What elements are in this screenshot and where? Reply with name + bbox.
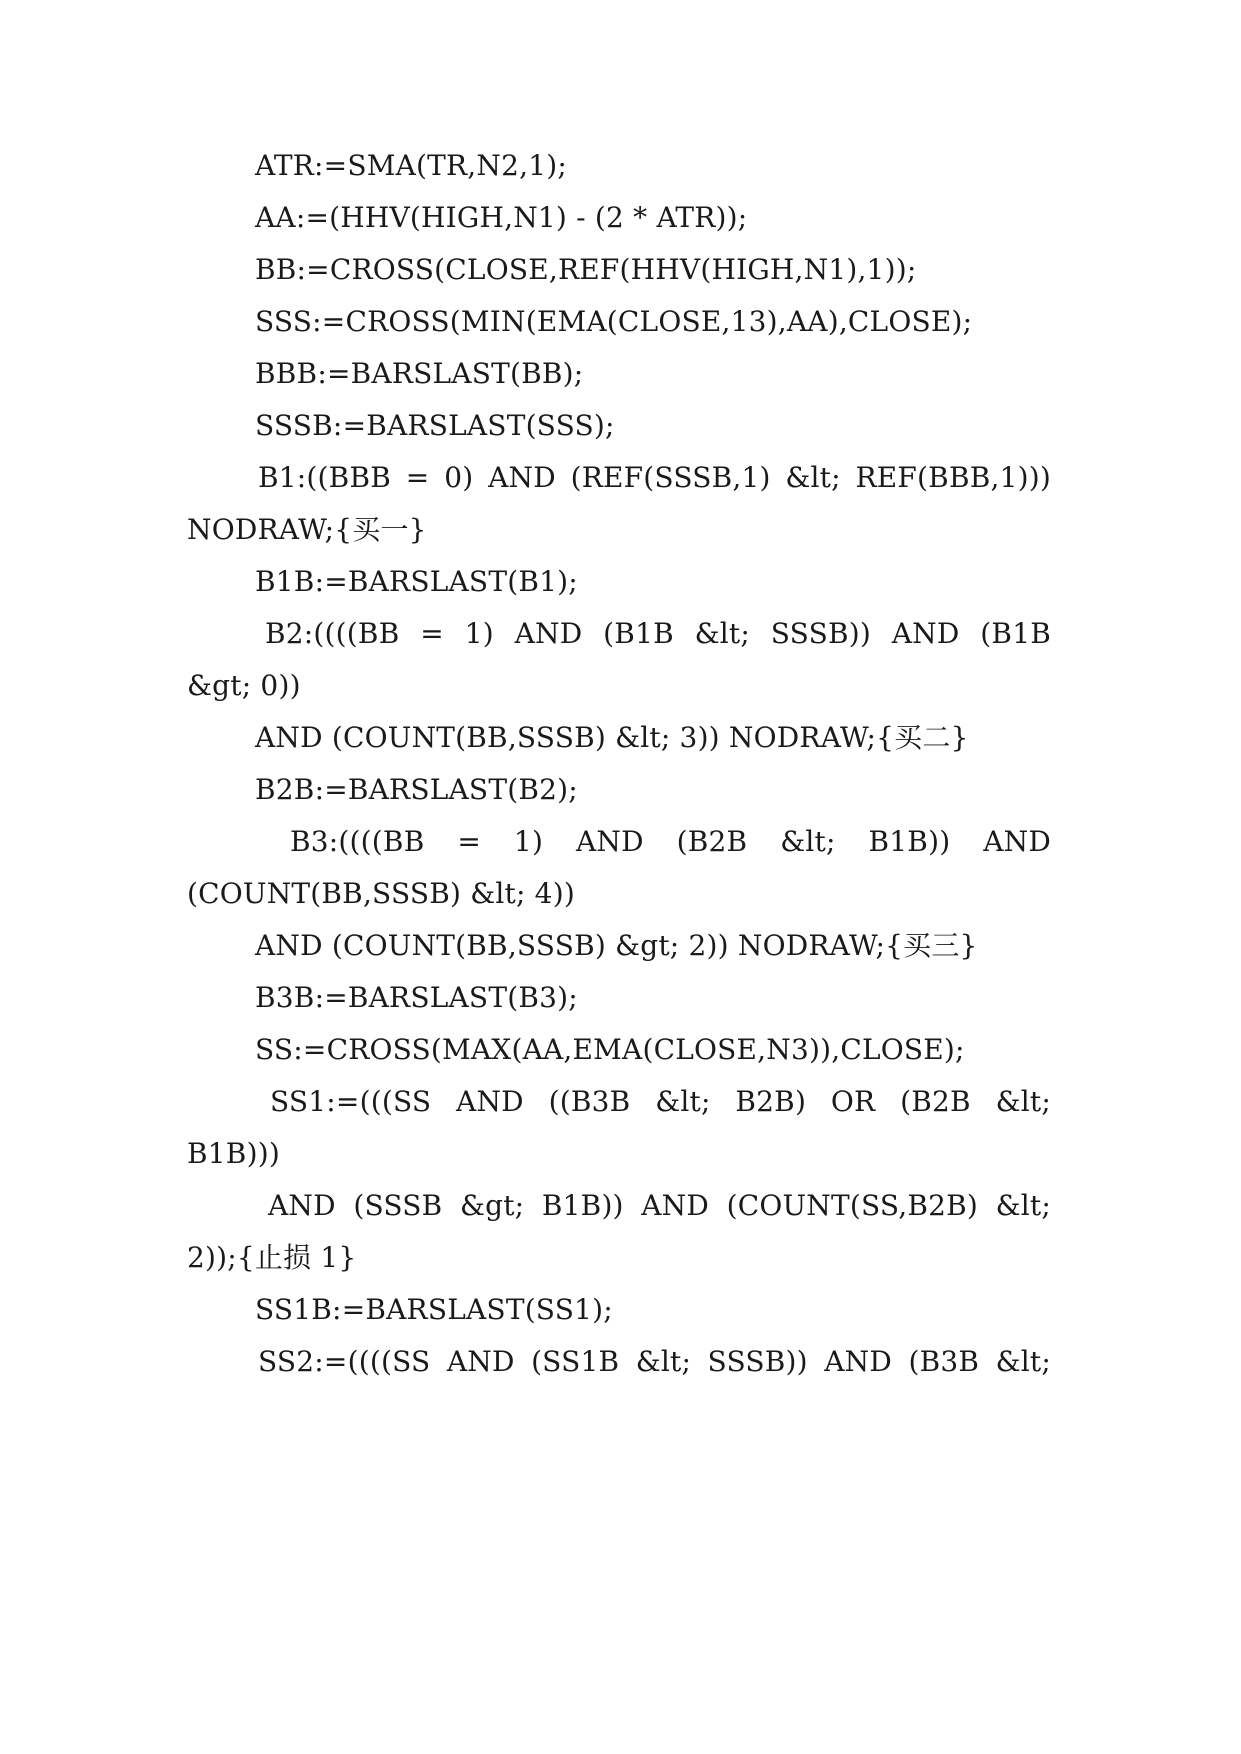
code-line: AND (COUNT(BB,SSSB) &gt; 2)) NODRAW;{买三} <box>255 929 978 962</box>
code-line: NODRAW;{买一} <box>187 513 427 546</box>
code-line: B1:((BBB = 0) AND (REF(SSSB,1) &lt; REF(BBB,1))) <box>258 461 1051 494</box>
code-line: AND (SSSB &gt; B1B)) AND (COUNT(SS,B2B) &lt; <box>268 1189 1051 1222</box>
code-line: BBB:=BARSLAST(BB); <box>255 357 584 390</box>
code-line: 2));{止损 1} <box>187 1241 357 1274</box>
code-line: B3B:=BARSLAST(B3); <box>255 981 578 1014</box>
code-line: SS1B:=BARSLAST(SS1); <box>255 1293 613 1326</box>
code-line: B3:((((BB = 1) AND (B2B &lt; B1B)) AND <box>290 825 1051 858</box>
code-line: BB:=CROSS(CLOSE,REF(HHV(HIGH,N1),1)); <box>255 253 917 286</box>
code-line: SSSB:=BARSLAST(SSS); <box>255 409 615 442</box>
code-line: ATR:=SMA(TR,N2,1); <box>255 149 567 182</box>
code-line: B1B))) <box>187 1137 280 1170</box>
code-line: B2B:=BARSLAST(B2); <box>255 773 578 806</box>
code-line: &gt; 0)) <box>187 669 301 702</box>
code-line: SSS:=CROSS(MIN(EMA(CLOSE,13),AA),CLOSE); <box>255 305 973 338</box>
code-line: B1B:=BARSLAST(B1); <box>255 565 578 598</box>
code-line: SS2:=((((SS AND (SS1B &lt; SSSB)) AND (B3B &lt; <box>258 1345 1051 1378</box>
code-line: AND (COUNT(BB,SSSB) &lt; 3)) NODRAW;{买二} <box>255 721 969 754</box>
code-line: (COUNT(BB,SSSB) &lt; 4)) <box>187 877 575 910</box>
code-line: SS1:=(((SS AND ((B3B &lt; B2B) OR (B2B &lt; <box>270 1085 1051 1118</box>
code-line: AA:=(HHV(HIGH,N1) - (2 * ATR)); <box>255 201 748 234</box>
code-line: B2:((((BB = 1) AND (B1B &lt; SSSB)) AND (B1B <box>265 617 1051 650</box>
code-line: SS:=CROSS(MAX(AA,EMA(CLOSE,N3)),CLOSE); <box>255 1033 965 1066</box>
